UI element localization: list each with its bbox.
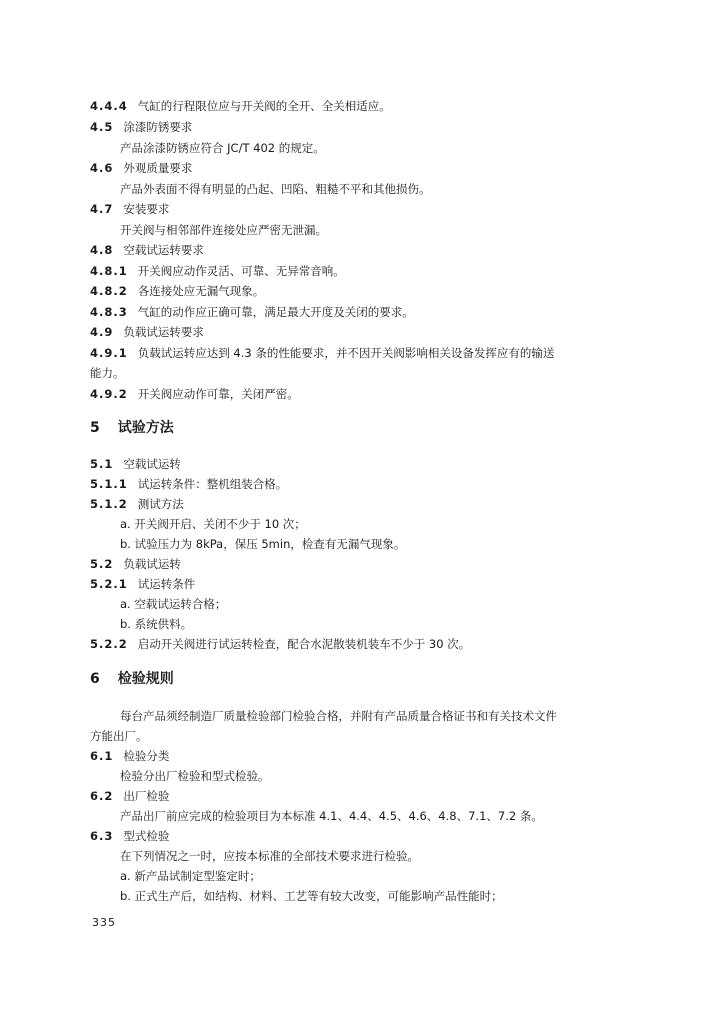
clause-5-1: [90, 456, 650, 472]
clause-number: 6.1: [90, 749, 114, 763]
clause-number: 6.3: [90, 829, 114, 843]
section-title: 检验规则: [117, 671, 174, 687]
clause-number: 4.9.2: [90, 387, 128, 401]
clause-6-1: [90, 748, 650, 764]
paragraph: [120, 708, 680, 724]
section-heading-5: [90, 419, 174, 437]
clause-number: 5.2: [90, 557, 114, 571]
clause-5-2-2: [90, 636, 650, 652]
list-item: [120, 536, 680, 552]
clause-text: 气缸的行程限位应与开关阀的全开、全关相适应。: [137, 99, 391, 113]
clause-text: 型式检验: [123, 829, 170, 843]
clause-text: 产品外表面不得有明显的凸起、凹陷、粗糙不平和其他损伤。: [120, 182, 431, 196]
clause-number: 5.1.1: [90, 477, 128, 491]
clause-text: 每台产品须经制造厂质量检验部门检验合格，并附有产品质量合格证书和有关技术文件: [120, 709, 557, 723]
list-item: [120, 868, 680, 884]
clause-body: [120, 181, 680, 197]
section-heading-6: [90, 670, 174, 688]
clause-4-9-2: [90, 386, 650, 402]
clause-4-8-2: [90, 283, 650, 299]
clause-number: 4.6: [90, 161, 114, 175]
clause-6-3: [90, 828, 650, 844]
clause-text: 气缸的动作应正确可靠，满足最大开度及关闭的要求。: [137, 305, 414, 319]
clause-text: 检验分类: [123, 749, 170, 763]
list-item: [120, 516, 680, 532]
clause-4-4-4: [90, 98, 650, 114]
clause-text: 安装要求: [123, 202, 170, 216]
clause-text: 负载试运转要求: [123, 325, 204, 339]
clause-number: 4.8: [90, 243, 114, 257]
clause-text: 负载试运转应达到 4.3 条的性能要求，并不因开关阀影响相关设备发挥应有的输送: [137, 346, 555, 360]
clause-text: 启动开关阀进行试运转检查，配合水泥散装机装车不少于 30 次。: [137, 637, 471, 651]
section-number: 5: [90, 420, 100, 436]
page-number: 335: [92, 916, 116, 929]
clause-text: 开关阀与相邻部件连接处应严密无泄漏。: [120, 223, 327, 237]
clause-text: 试运转条件: [137, 577, 196, 591]
clause-4-9-1: [90, 345, 650, 361]
clause-text: 开关阀应动作可靠，关闭严密。: [137, 387, 299, 401]
clause-number: 4.5: [90, 120, 114, 134]
clause-text: 产品出厂前应完成的检验项目为本标准 4.1、4.4、4.5、4.6、4.8、7.1、7.2 条。: [120, 809, 543, 823]
clause-text: 外观质量要求: [123, 161, 193, 175]
clause-4-7: [90, 201, 650, 217]
clause-body: [120, 140, 680, 156]
list-item: [120, 616, 680, 632]
clause-text: 开关阀应动作灵活、可靠、无异常音响。: [137, 264, 345, 278]
clause-body: [120, 808, 680, 824]
clause-text: 空载试运转: [123, 457, 181, 471]
clause-number: 5.1: [90, 457, 114, 471]
clause-text: b. 正式生产后，如结构、材料、工艺等有较大改变，可能影响产品性能时；: [120, 889, 503, 903]
clause-text: 出厂检验: [123, 789, 170, 803]
clause-number: 4.4.4: [90, 99, 128, 113]
clause-text: 方能出厂。: [90, 729, 148, 743]
clause-text: 检验分出厂检验和型式检验。: [120, 769, 270, 783]
clause-text: 涂漆防锈要求: [123, 120, 193, 134]
section-number: 6: [90, 671, 100, 687]
clause-text: a. 新产品试制定型鉴定时；: [120, 869, 261, 883]
clause-number: 4.7: [90, 202, 114, 216]
clause-text: a. 开关阀开启、关闭不少于 10 次；: [120, 517, 306, 531]
clause-body: [120, 222, 680, 238]
clause-number: 4.9: [90, 325, 114, 339]
clause-5-1-2: [90, 496, 650, 512]
clause-5-2-1: [90, 576, 650, 592]
clause-text: 各连接处应无漏气现象。: [137, 284, 265, 298]
clause-number: 6.2: [90, 789, 114, 803]
section-title: 试验方法: [117, 420, 174, 436]
clause-text: 在下列情况之一时，应按本标准的全部技术要求进行检验。: [120, 849, 419, 863]
clause-text: 产品涂漆防锈应符合 JC/T 402 的规定。: [120, 141, 325, 155]
clause-text: 能力。: [90, 366, 125, 380]
clause-text: 负载试运转: [123, 557, 181, 571]
clause-body: [120, 768, 680, 784]
clause-text: a. 空载试运转合格；: [120, 597, 227, 611]
clause-body: [120, 848, 680, 864]
paragraph-continuation: [90, 728, 650, 744]
clause-text: 空载试运转要求: [123, 243, 204, 257]
list-item: [120, 596, 680, 612]
clause-5-2: [90, 556, 650, 572]
clause-number: 4.8.1: [90, 264, 128, 278]
list-item: [120, 888, 680, 904]
clause-text: 测试方法: [137, 497, 184, 511]
clause-number: 5.2.1: [90, 577, 128, 591]
clause-continuation: [90, 365, 650, 381]
clause-number: 4.9.1: [90, 346, 128, 360]
clause-5-1-1: [90, 476, 650, 492]
clause-text: 试运转条件：整机组装合格。: [137, 477, 288, 491]
clause-text: b. 试验压力为 8kPa，保压 5min，检查有无漏气现象。: [120, 537, 406, 551]
clause-4-8-3: [90, 304, 650, 320]
clause-4-6: [90, 160, 650, 176]
clause-number: 5.2.2: [90, 637, 128, 651]
clause-6-2: [90, 788, 650, 804]
clause-text: b. 系统供料。: [120, 617, 193, 631]
clause-number: 5.1.2: [90, 497, 128, 511]
clause-4-8-1: [90, 263, 650, 279]
clause-4-5: [90, 119, 650, 135]
clause-number: 4.8.2: [90, 284, 128, 298]
clause-4-8: [90, 242, 650, 258]
clause-number: 4.8.3: [90, 305, 128, 319]
clause-4-9: [90, 324, 650, 340]
